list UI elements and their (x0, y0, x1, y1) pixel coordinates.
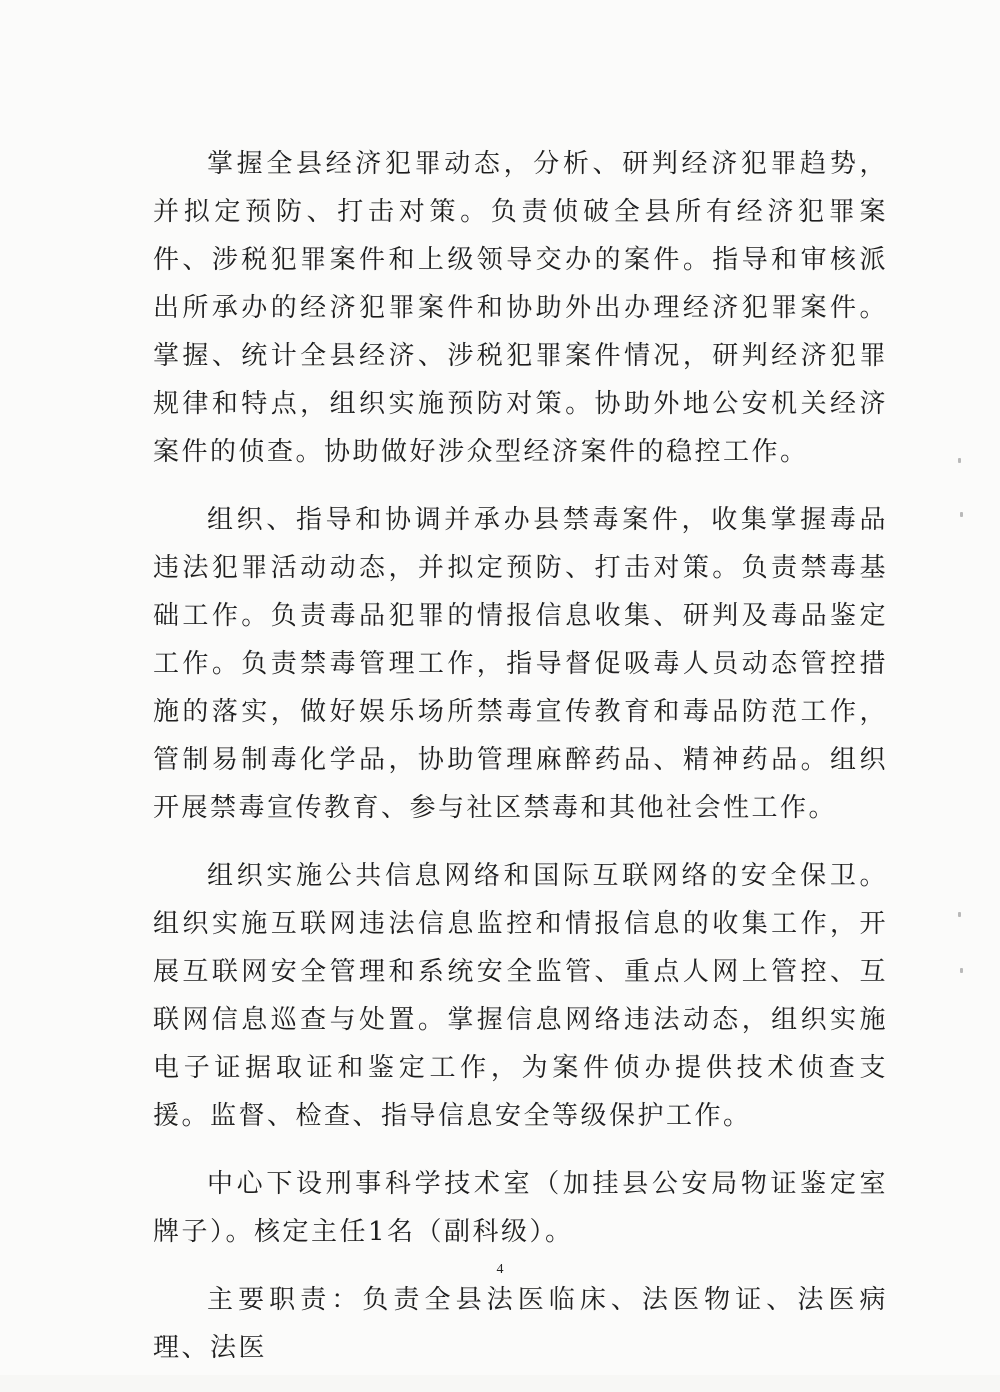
scan-speck (958, 912, 961, 917)
paragraph-main-duties: 主要职责：负责全县法医临床、法医物证、法医病理、法医 (153, 1285, 888, 1363)
scan-speck (960, 512, 963, 517)
paragraph-forensic-lab: 中心下设刑事科学技术室（加挂县公安局物证鉴定室牌子）。核定主任1名（副科级）。 (153, 1169, 888, 1247)
page-number: 4 (496, 1262, 504, 1277)
paragraph-network-security: 组织实施公共信息网络和国际互联网络的安全保卫。组织实施互联网违法信息监控和情报信息的收集工作，开展互联网安全管理和系统安全监管、重点人网上管控、互联网信息巡查与处置。掌握信息网络违法动态，组织实施电子证据取证和鉴定工作，为案件侦办提供技术侦查支援。监督、检查、指导信息安全等级保护工作。 (153, 861, 888, 1131)
scan-speck (958, 458, 961, 463)
paragraph-narcotics: 组织、指导和协调并承办县禁毒案件，收集掌握毒品违法犯罪活动动态，并拟定预防、打击对策。负责禁毒基础工作。负责毒品犯罪的情报信息收集、研判及毒品鉴定工作。负责禁毒管理工作，指导督促吸毒人员动态管控措施的落实，做好娱乐场所禁毒宣传教育和毒品防范工作，管制易制毒化学品，协助管理麻醉药品、精神药品。组织开展禁毒宣传教育、参与社区禁毒和其他社会性工作。 (153, 505, 888, 823)
paragraph-economic-crime: 掌握全县经济犯罪动态，分析、研判经济犯罪趋势，并拟定预防、打击对策。负责侦破全县所有经济犯罪案件、涉税犯罪案件和上级领导交办的案件。指导和审核派出所承办的经济犯罪案件和协助外出办理经济犯罪案件。掌握、统计全县经济、涉税犯罪案件情况，研判经济犯罪规律和特点，组织实施预防对策。协助外地公安机关经济案件的侦查。协助做好涉众型经济案件的稳控工作。 (153, 149, 888, 467)
body-text (153, 140, 888, 1392)
scan-speck (960, 968, 963, 973)
